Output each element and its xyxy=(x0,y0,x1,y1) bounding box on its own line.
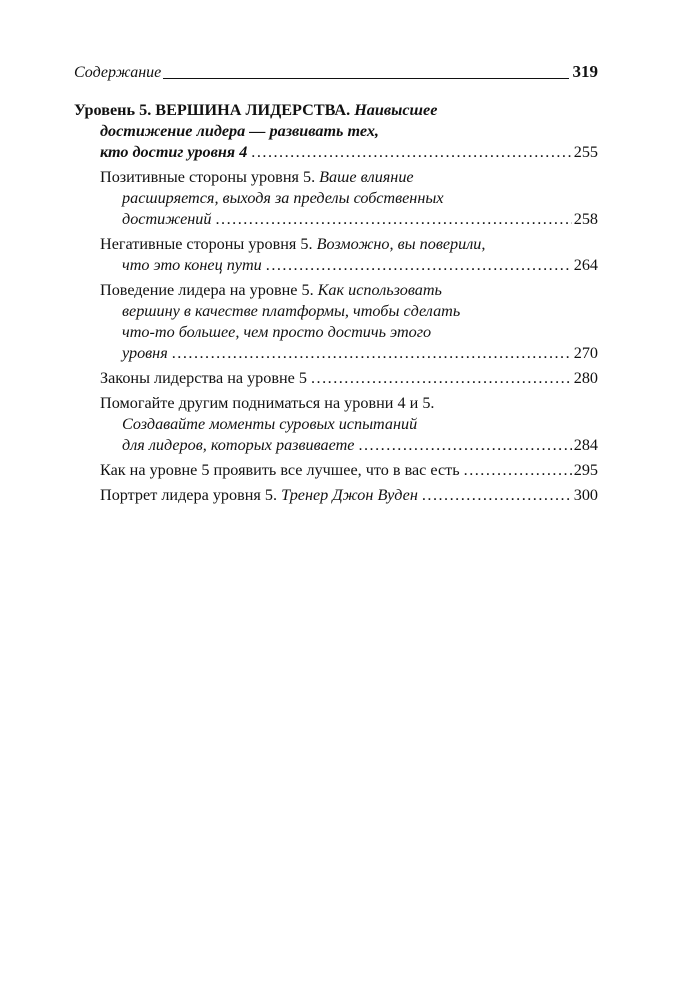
toc-entry[interactable] xyxy=(74,368,598,389)
toc-line xyxy=(74,100,598,121)
running-head xyxy=(74,62,598,84)
entry-subtitle: расширяется, выходя за пределы собственных xyxy=(122,189,444,207)
entry-subtitle: Создавайте моменты суровых испытаний xyxy=(122,415,418,433)
entry-subtitle: для лидеров, которых развиваете xyxy=(122,436,355,454)
toc-line xyxy=(74,322,598,343)
entry-subtitle: вершину в качестве платформы, чтобы сделать xyxy=(122,302,461,320)
entry-subtitle: Как использовать xyxy=(317,281,442,299)
dot-leader xyxy=(172,343,572,364)
dot-leader xyxy=(422,485,572,506)
toc-entry[interactable] xyxy=(74,485,598,506)
dot-leader xyxy=(464,460,572,481)
entry-subtitle: что это конец пути xyxy=(122,256,262,274)
toc-page-number: 280 xyxy=(573,369,598,387)
dot-leader xyxy=(216,209,572,230)
toc-line xyxy=(74,188,598,209)
entry-subtitle: Тренер Джон Вуден xyxy=(281,486,418,504)
book-page xyxy=(74,62,598,510)
toc-line xyxy=(74,435,598,456)
chapter-subtitle: кто достиг уровня 4 xyxy=(100,143,248,161)
entry-subtitle: что-то большее, чем просто достичь этого xyxy=(122,323,432,341)
toc-line xyxy=(74,209,598,230)
running-head-title: Содержание xyxy=(74,64,162,81)
entry-subtitle: Возможно, вы поверили, xyxy=(316,235,486,253)
chapter-subtitle: достижение лидера — развивать тех, xyxy=(100,122,379,140)
toc-line xyxy=(74,393,598,414)
toc-chapter-entry[interactable] xyxy=(74,100,598,163)
toc-entry[interactable] xyxy=(74,393,598,456)
toc-line xyxy=(74,280,598,301)
toc-page-number: 255 xyxy=(573,143,598,161)
toc-page-number: 270 xyxy=(573,344,598,362)
entry-title: Законы лидерства на уровне 5 xyxy=(100,369,307,387)
chapter-title: Уровень 5. ВЕРШИНА ЛИДЕРСТВА. xyxy=(74,101,351,119)
entry-title: Помогайте другим подниматься на уровни 4 и 5. xyxy=(100,394,435,412)
toc-line xyxy=(74,368,598,389)
table-of-contents xyxy=(74,100,598,506)
toc-entry[interactable] xyxy=(74,460,598,481)
entry-subtitle: Ваше влияние xyxy=(319,168,414,186)
toc-line xyxy=(74,234,598,255)
entry-title: Позитивные стороны уровня 5. xyxy=(100,168,316,186)
entry-title: Как на уровне 5 проявить все лучшее, что в вас есть xyxy=(100,461,460,479)
entry-subtitle: уровня xyxy=(122,344,168,362)
toc-page-number: 258 xyxy=(573,210,598,228)
dot-leader xyxy=(358,435,571,456)
entry-subtitle: достижений xyxy=(122,210,212,228)
toc-page-number: 264 xyxy=(573,256,598,274)
page-number: 319 xyxy=(572,62,598,81)
dot-leader xyxy=(251,142,571,163)
toc-line xyxy=(74,301,598,322)
toc-line xyxy=(74,343,598,364)
toc-line xyxy=(74,414,598,435)
toc-page-number: 300 xyxy=(573,486,598,504)
toc-page-number: 295 xyxy=(573,461,598,479)
dot-leader xyxy=(266,255,572,276)
toc-page-number: 284 xyxy=(573,436,598,454)
toc-entry[interactable] xyxy=(74,280,598,364)
entry-title: Портрет лидера уровня 5. xyxy=(100,486,278,504)
toc-line xyxy=(74,255,598,276)
toc-line xyxy=(74,121,598,142)
toc-entry[interactable] xyxy=(74,234,598,276)
entry-title: Негативные стороны уровня 5. xyxy=(100,235,313,253)
toc-entry[interactable] xyxy=(74,167,598,230)
chapter-subtitle: Наивысшее xyxy=(354,101,438,119)
toc-line xyxy=(74,142,598,163)
toc-line xyxy=(74,485,598,506)
entry-title: Поведение лидера на уровне 5. xyxy=(100,281,314,299)
header-rule xyxy=(163,78,568,79)
dot-leader xyxy=(311,368,572,389)
toc-line xyxy=(74,167,598,188)
toc-line xyxy=(74,460,598,481)
